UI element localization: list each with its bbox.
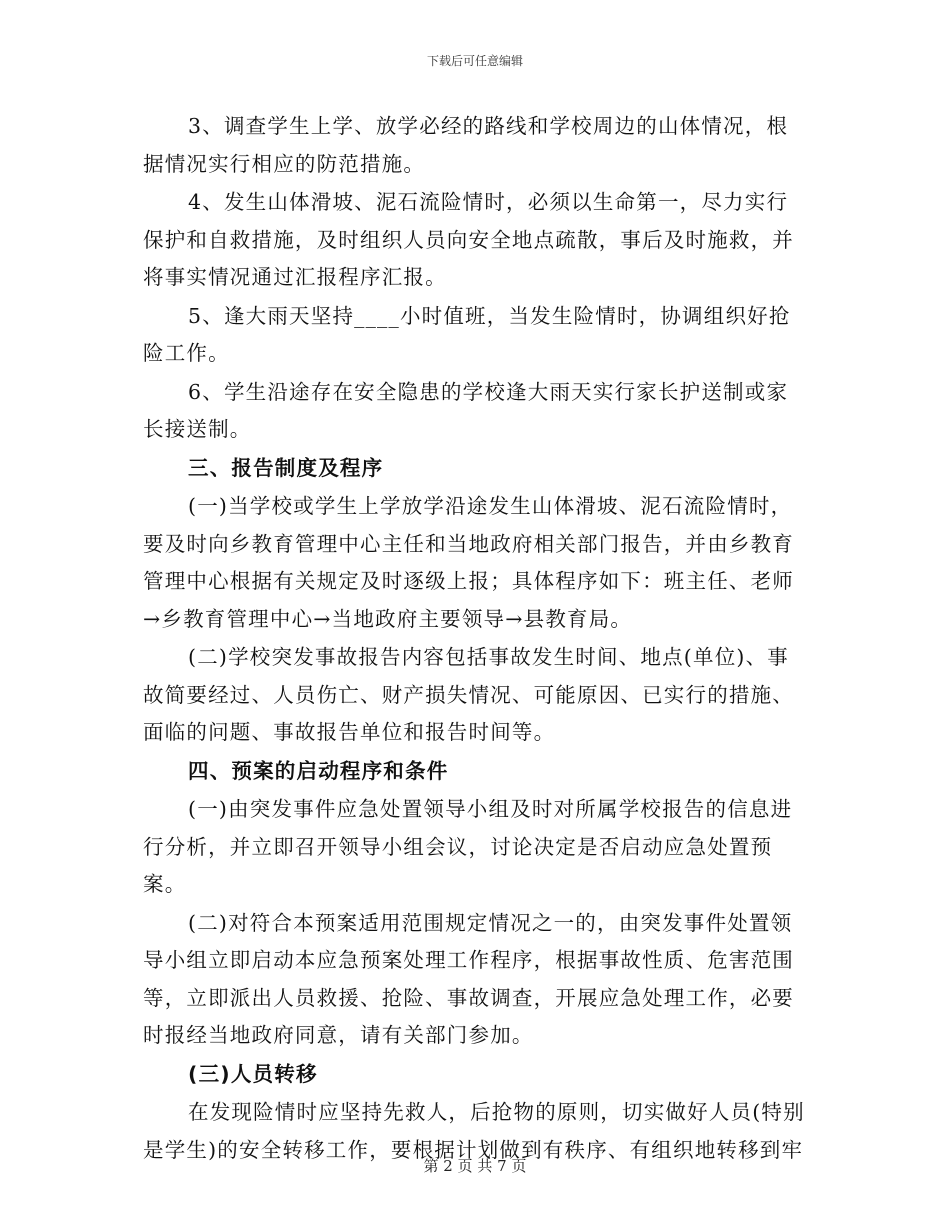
paragraph-item-6: 6、学生沿途存在安全隐患的学校逢大雨天实行家长护送制或家长接送制。 (143, 379, 789, 441)
paragraph-transfer: 在发现险情时应坚持先救人，后抢物的原则，切实做好人员(特别是学生)的安全转移工作，要根据计划做到有秩序、有组织地转移到牢 (143, 1100, 805, 1162)
paragraph-start-2: (二)对符合本预案适用范围规定情况之一的，由突发事件处置领导小组立即启动本应急预案处理工作程序，根据事故性质、危害范围等，立即派出人员救援、抢险、事故调查，开展应急处理工作，必要时报经当地政府同意，请有关部门参加。 (143, 910, 794, 1047)
section-heading-3: 三、报告制度及程序 (188, 455, 384, 480)
document-body (143, 108, 808, 1169)
section-heading-4: 四、预案的启动程序和条件 (188, 758, 449, 783)
paragraph-item-4: 4、发生山体滑坡、泥石流险情时，必须以生命第一，尽力实行保护和自救措施，及时组织人员向安全地点疏散，事后及时施救，并将事实情况通过汇报程序汇报。 (143, 190, 794, 289)
page-header-note: 下载后可任意编辑 (426, 54, 523, 68)
paragraph-item-5: 5、逢大雨天坚持____小时值班，当发生险情时，协调组织好抢险工作。 (143, 303, 791, 365)
paragraph-report-2: (二)学校突发事故报告内容包括事故发生时间、地点(单位)、事故简要经过、人员伤亡、财产损失情况、可能原因、已实行的措施、面临的问题、事故报告单位和报告时间等。 (143, 645, 794, 744)
paragraph-item-3: 3、调查学生上学、放学必经的路线和学校周边的山体情况，根据情况实行相应的防范措施。 (143, 114, 789, 176)
paragraph-report-1: (一)当学校或学生上学放学沿途发生山体滑坡、泥石流险情时，要及时向乡教育管理中心主任和当地政府相关部门报告，并由乡教育管理中心根据有关规定及时逐级上报；具体程序如下：班主任、老师→乡教育管理中心→当地政府主要领导→县教育局。 (143, 494, 794, 631)
subsection-heading-transfer: (三)人员转移 (188, 1061, 318, 1086)
paragraph-start-1: (一)由突发事件应急处置领导小组及时对所属学校报告的信息进行分析，并立即召开领导小组会议，讨论决定是否启动应急处置预案。 (143, 797, 793, 896)
page-number-footer: 第 2 页 共 7 页 (423, 1157, 527, 1175)
